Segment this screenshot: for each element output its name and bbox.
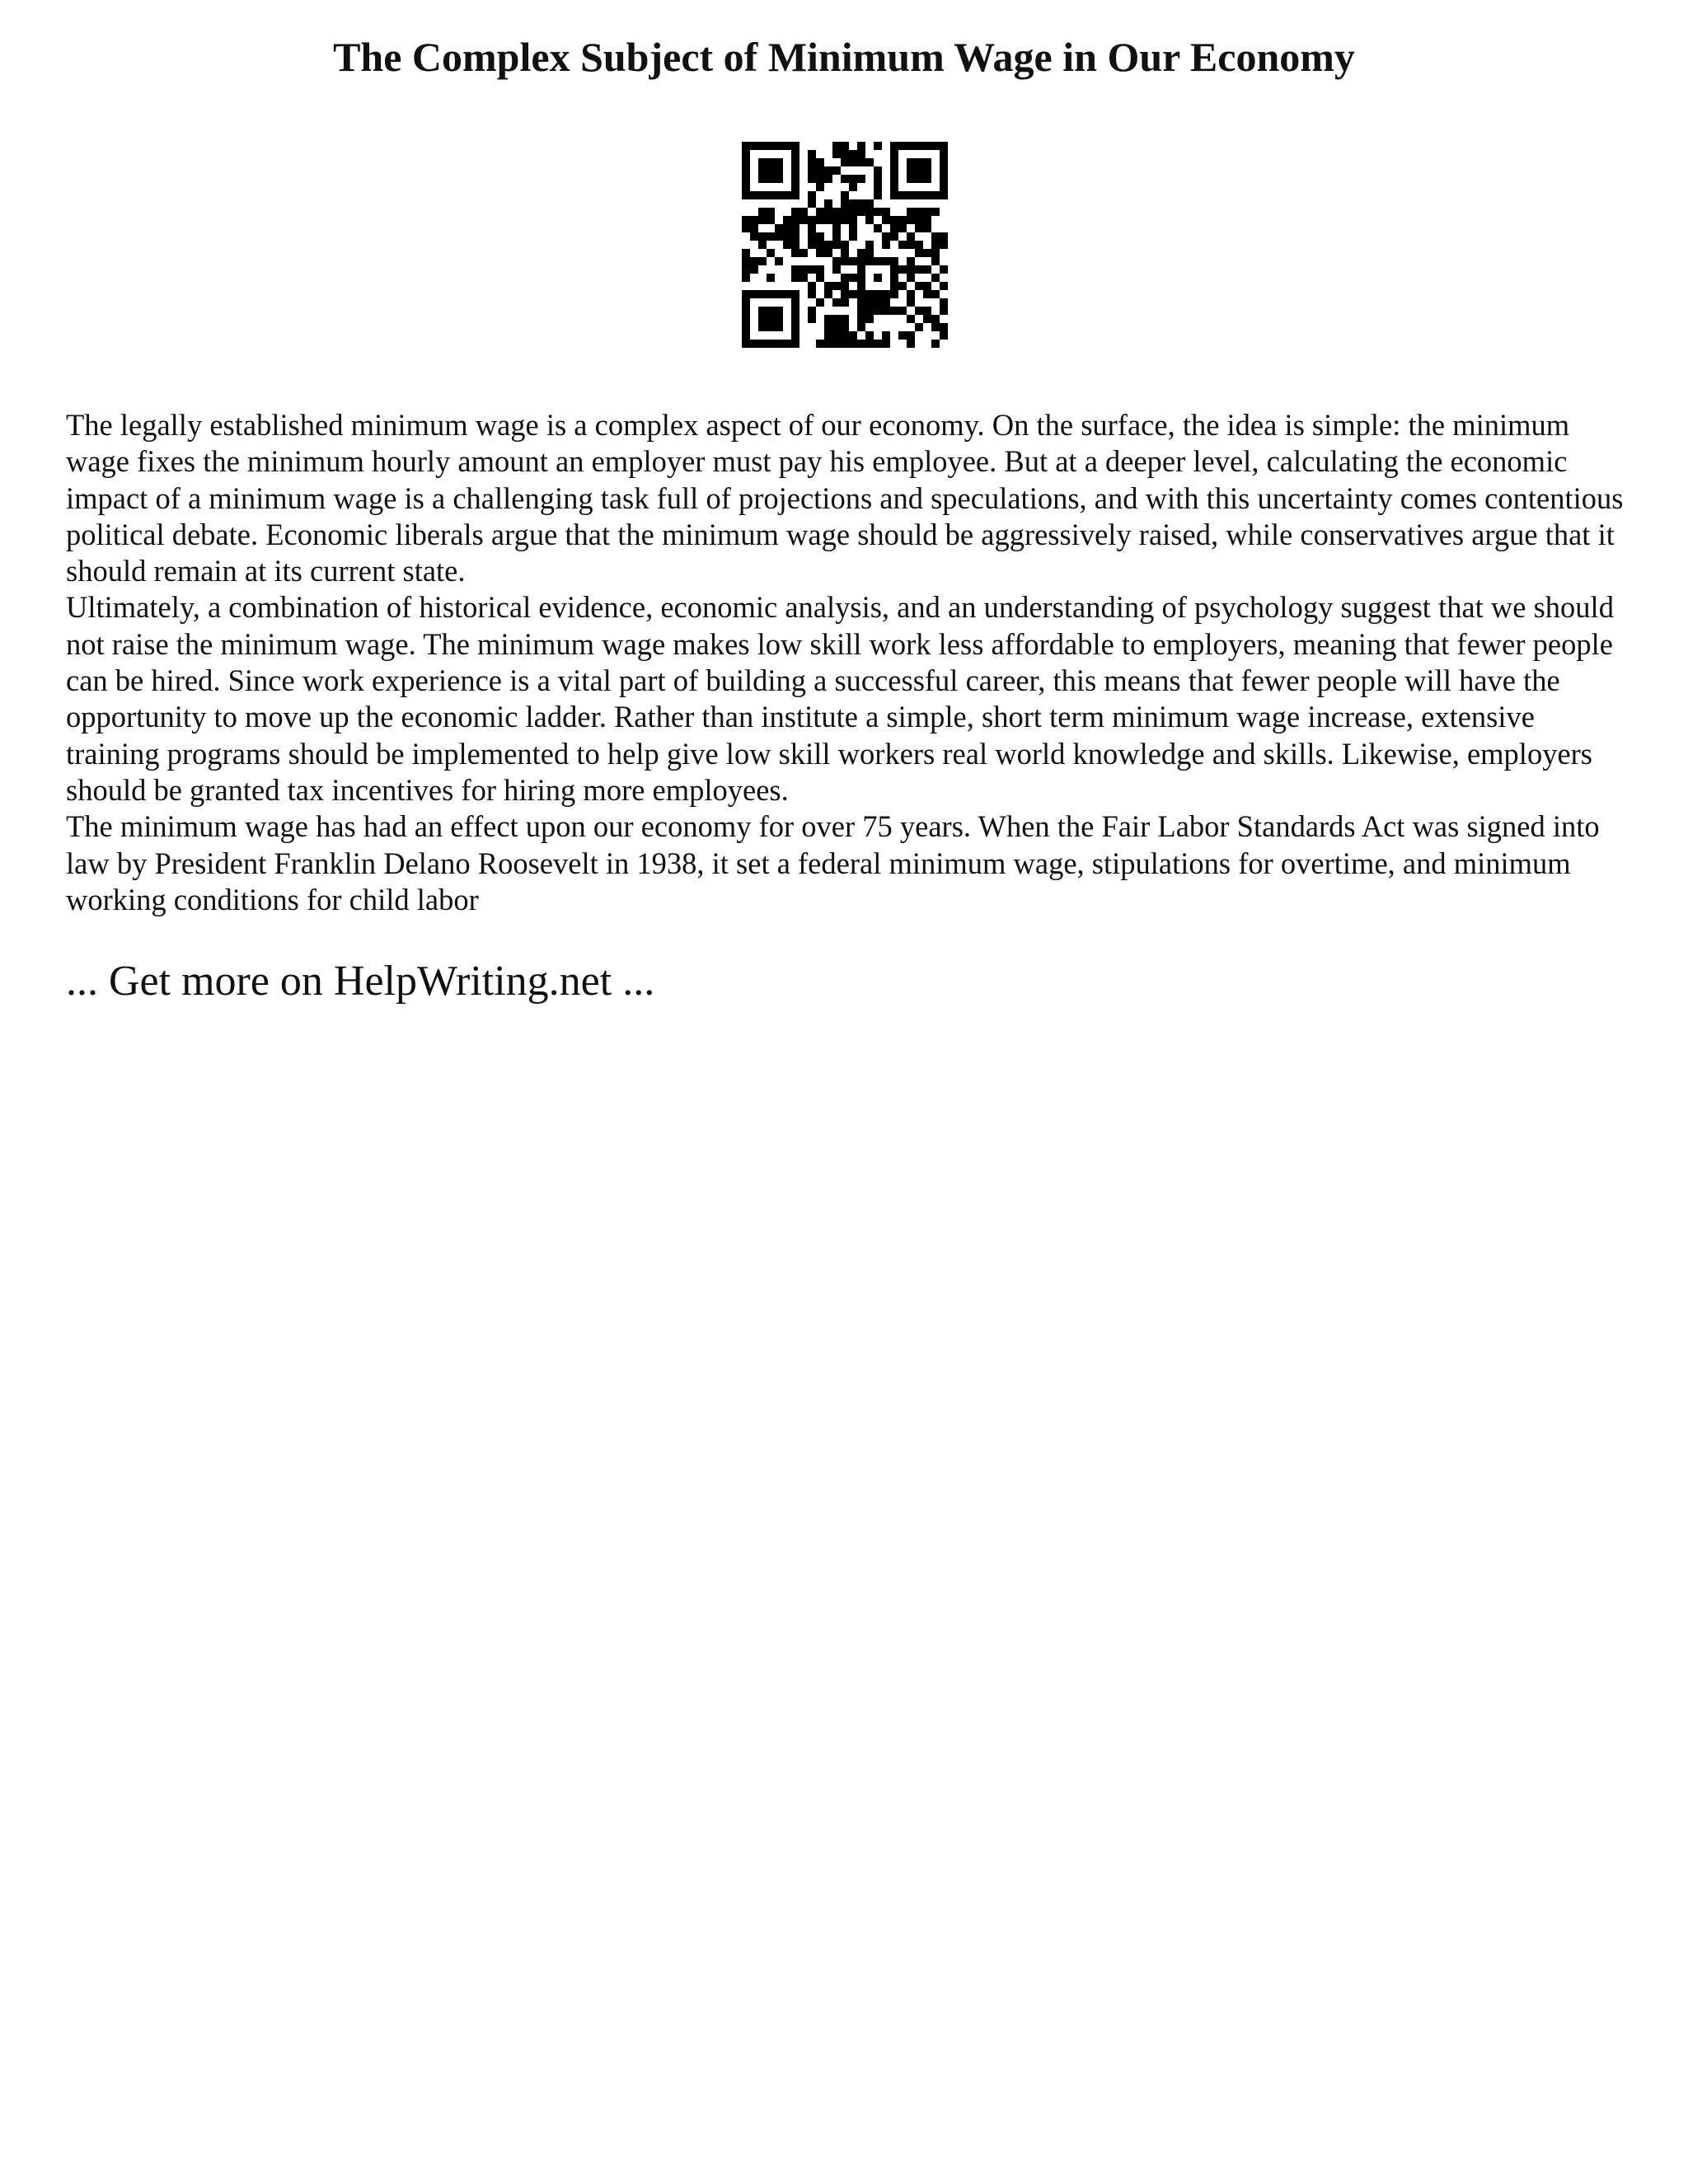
- get-more-link[interactable]: ... Get more on HelpWriting.net ...: [66, 958, 655, 1005]
- paragraph: The minimum wage has had an effect upon our economy for over 75 years. When the Fair Labor Standards Act was signed into law by President Franklin Delano Roosevelt in 1938, it set a federal minimum wage, stipulations for overtime, and minimum working conditions for child labor: [66, 809, 1600, 916]
- paragraph: Ultimately, a combination of historical evidence, economic analysis, and an understanding of psychology suggest that we should not raise the minimum wage. The minimum wage makes low skill work less affordable to employers, meaning that fewer people can be hired. Since work experience is a vital part of building a successful career, this means that fewer people will have the opportunity to move up the economic ladder. Rather than institute a simple, short term minimum wage increase, extensive training programs should be implemented to help give low skill workers real world knowledge and skills. Likewise, employers should be granted tax incentives for hiring more employees.: [66, 590, 1614, 807]
- page-title: The Complex Subject of Minimum Wage in Our Economy: [333, 34, 1355, 80]
- article-body: [66, 407, 1632, 918]
- paragraph: The legally established minimum wage is a complex aspect of our economy. On the surface, the idea is simple: the minimum wage fixes the minimum hourly amount an employer must pay his employee. But at a deeper level, calculating the economic impact of a minimum wage is a challenging task full of projections and speculations, and with this uncertainty comes contentious political debate. Economic liberals argue that the minimum wage should be aggressively raised, while conservatives argue that it should remain at its current state.: [66, 408, 1624, 588]
- qr-code-icon: [742, 142, 948, 348]
